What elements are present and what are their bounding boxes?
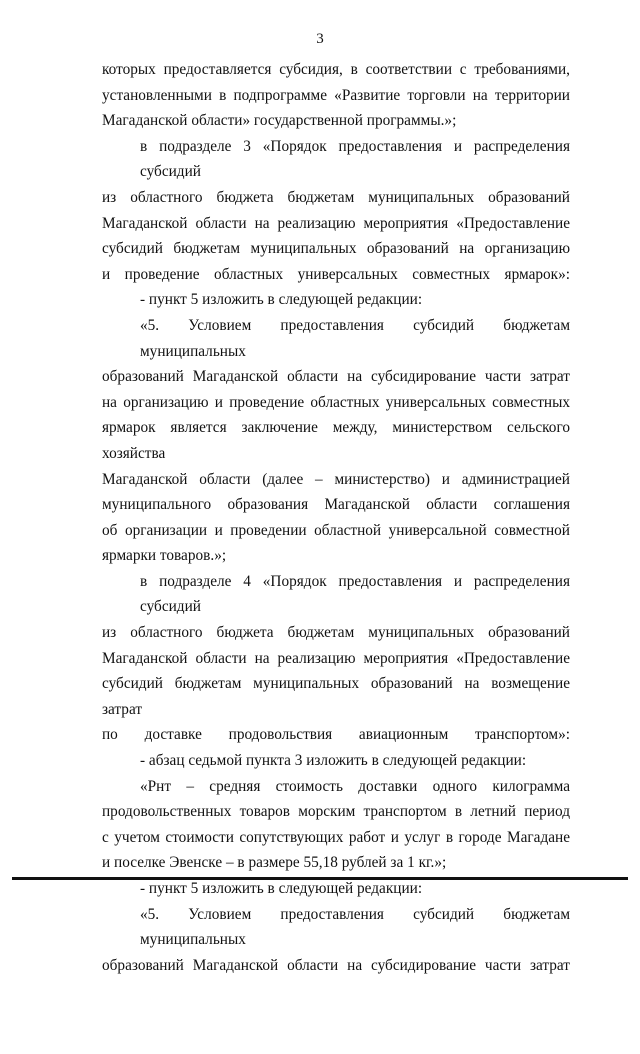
text-line: - абзац седьмой пункта 3 изложить в следующей редакции: — [140, 752, 527, 770]
text-line: Магаданской области» государственной программы.»; — [102, 112, 457, 130]
text-line: Магаданской области (далее – министерство) и администрацией — [102, 470, 570, 488]
paragraph-item-5-text — [102, 313, 570, 569]
text-line: и проведение областных универсальных совместных ярмарок»: — [102, 265, 570, 283]
paragraph-item-5-instruction — [102, 287, 570, 313]
text-line: - пункт 5 изложить в следующей редакции: — [140, 291, 423, 309]
paragraph-item-5-text-2 — [102, 902, 570, 979]
paragraph-rnt-definition — [102, 774, 570, 876]
text-line: из областного бюджета бюджетам муниципальных образований — [102, 188, 570, 206]
text-line: муниципального образования Магаданской области соглашения — [102, 496, 570, 514]
text-line: об организации и проведении областной универсальной совместной — [102, 521, 570, 539]
text-line: в подразделе 4 «Порядок предоставления и распределения субсидий — [140, 572, 570, 616]
document-body — [102, 57, 570, 978]
text-line: с учетом стоимости сопутствующих работ и услуг в городе Магадане — [102, 828, 570, 846]
paragraph-continuation — [102, 57, 570, 134]
paragraph-subsection-3 — [102, 134, 570, 288]
text-line: - пункт 5 изложить в следующей редакции: — [140, 880, 423, 897]
text-line: ярмарки товаров.»; — [102, 547, 227, 565]
text-line: продовольственных товаров морским транспортом в летний период — [102, 803, 570, 821]
text-line: Магаданской области на реализацию мероприятия «Предоставление — [102, 214, 570, 232]
text-line: на организацию и проведение областных универсальных совместных — [102, 393, 570, 411]
text-line: из областного бюджета бюджетам муниципальных образований — [102, 624, 570, 642]
text-line: и поселке Эвенске – в размере 55,18 рублей за 1 кг.»; — [102, 854, 447, 872]
paragraph-subsection-4 — [102, 569, 570, 748]
text-line: «5. Условием предоставления субсидий бюджетам муниципальных — [140, 316, 570, 360]
text-line: по доставке продовольствия авиационным транспортом»: — [102, 726, 570, 744]
text-line: «5. Условием предоставления субсидий бюджетам муниципальных — [140, 905, 570, 949]
text-line: которых предоставляется субсидия, в соответствии с требованиями, — [102, 61, 570, 78]
text-line: «Рнт – средняя стоимость доставки одного килограмма — [140, 777, 570, 795]
text-line: Магаданской области на реализацию мероприятия «Предоставление — [102, 649, 570, 667]
text-line: образований Магаданской области на субсидирование части затрат — [102, 368, 570, 386]
footer-divider — [12, 877, 628, 880]
text-line: установленными в подпрограмме «Развитие торговли на территории — [102, 86, 570, 104]
text-line: в подразделе 3 «Порядок предоставления и распределения субсидий — [140, 137, 570, 181]
text-line: ярмарок является заключение между, министерством сельского хозяйства — [102, 419, 570, 462]
text-line: субсидий бюджетам муниципальных образований на возмещение затрат — [102, 675, 570, 718]
text-line: образований Магаданской области на субсидирование части затрат — [102, 956, 570, 974]
page-number: 3 — [316, 31, 324, 47]
paragraph-paragraph-7-instruction — [102, 748, 570, 774]
text-line: субсидий бюджетам муниципальных образований на организацию — [102, 240, 570, 258]
